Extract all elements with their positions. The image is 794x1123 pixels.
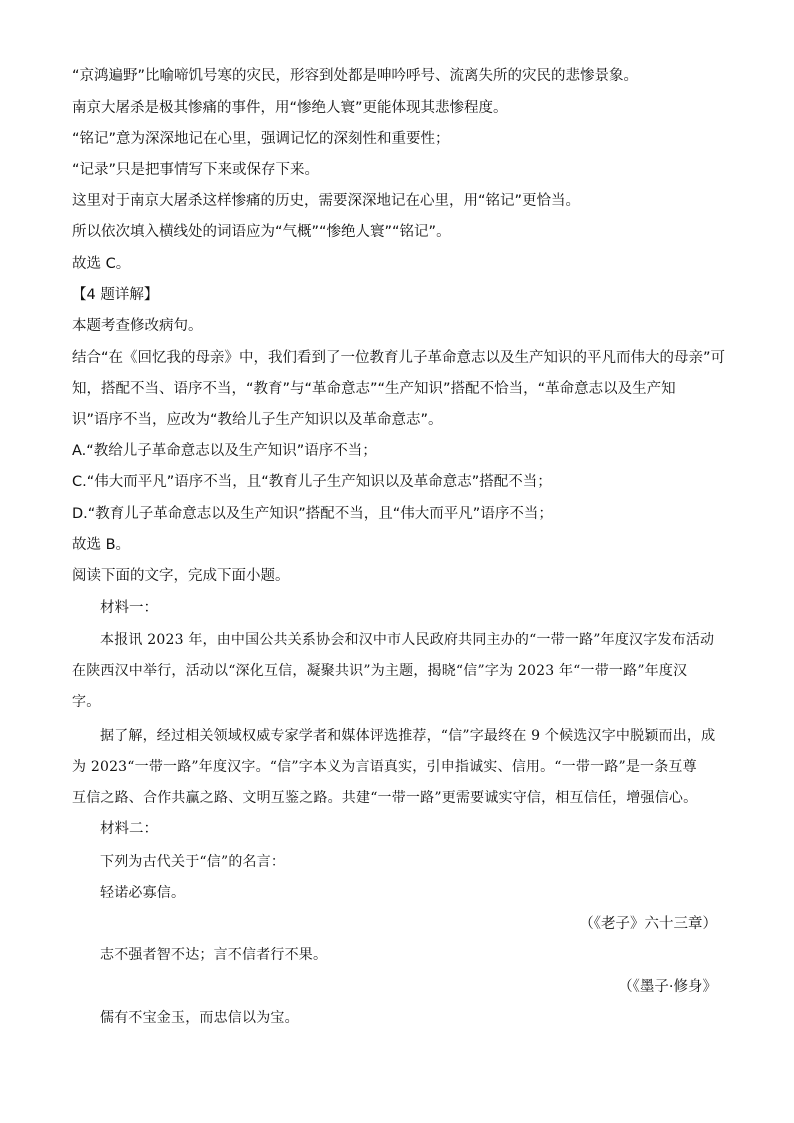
quote-line: 志不强者智不达；言不信者行不果。 bbox=[100, 947, 328, 963]
text-line: 南京大屠杀是极其惨痛的事件，用“惨绝人寰”更能体现其悲惨程度。 bbox=[72, 100, 508, 116]
quote-line: 互信之路、合作共赢之路、文明互鉴之路。共建“一带一路”更需要诚实守信，相互信任，增强信心。 bbox=[72, 790, 698, 806]
quote-line: 据了解，经过相关领域权威专家学者和媒体评选推荐，“信”字最终在 9 个候选汉字中脱颖而出，成 bbox=[100, 728, 716, 744]
citation: （《墨子·修身》 bbox=[618, 979, 717, 995]
citation: （《老子》六十三章） bbox=[579, 916, 717, 932]
text-line: 故选 C。 bbox=[72, 256, 131, 272]
quote-line: 轻诺必寡信。 bbox=[100, 885, 186, 901]
section-heading: 【4 题详解】 bbox=[72, 287, 159, 303]
option-a: A.“教给儿子革命意志以及生产知识”语序不当； bbox=[72, 443, 377, 459]
text-line: 结合“在《回忆我的母亲》中，我们看到了一位教育儿子革命意志以及生产知识的平凡而伟大的母亲”可 bbox=[72, 350, 726, 366]
text-line: 本题考查修改病句。 bbox=[72, 318, 203, 334]
option-d: D.“教育儿子革命意志以及生产知识”搭配不当，且“伟大而平凡”语序不当； bbox=[72, 506, 553, 522]
text-line: 阅读下面的文字，完成下面小题。 bbox=[72, 568, 290, 584]
quote-line: 在陕西汉中举行，活动以“深化互信，凝聚共识”为主题，揭晓“信”字为 2023 年“一带一路”年度汉 bbox=[72, 663, 688, 679]
material-label: 材料一： bbox=[100, 600, 158, 616]
quote-line: 字。 bbox=[72, 694, 101, 710]
text-line: 故选 B。 bbox=[72, 537, 131, 553]
material-label: 材料二： bbox=[100, 821, 158, 837]
text-line: 知，搭配不当、语序不当，“教育”与“革命意志”“生产知识”搭配不恰当，“革命意志以及生产知 bbox=[72, 381, 676, 397]
quote-line: 儒有不宝金玉，而忠信以为宝。 bbox=[100, 1010, 299, 1026]
text-line: “京鸿遍野”比喻啼饥号寒的灾民，形容到处都是呻吟呼号、流离失所的灾民的悲惨景象。 bbox=[72, 68, 639, 84]
quote-line: 为 2023“一带一路”年度汉字。“信”字本义为言语真实，引申指诚实、信用。“一带一路”是一条互尊 bbox=[72, 759, 697, 775]
text-line: 所以依次填入横线处的词语应为“气概”“惨绝人寰”“铭记”。 bbox=[72, 224, 451, 240]
text-line: “铭记”意为深深地记在心里，强调记忆的深刻性和重要性； bbox=[72, 131, 450, 147]
quote-line: 本报讯 2023 年，由中国公共关系协会和汉中市人民政府共同主办的“一带一路”年度汉字发布活动 bbox=[100, 632, 715, 648]
text-line: “记录”只是把事情写下来或保存下来。 bbox=[72, 162, 320, 178]
option-c: C.“伟大而平凡”语序不当，且“教育儿子生产知识以及革命意志”搭配不当； bbox=[72, 474, 552, 490]
text-line: 识”语序不当，应改为“教给儿子生产知识以及革命意志”。 bbox=[72, 412, 443, 428]
text-line: 这里对于南京大屠杀这样惨痛的历史，需要深深地记在心里，用“铭记”更恰当。 bbox=[72, 193, 581, 209]
quote-line: 下列为古代关于“信”的名言： bbox=[100, 854, 286, 870]
